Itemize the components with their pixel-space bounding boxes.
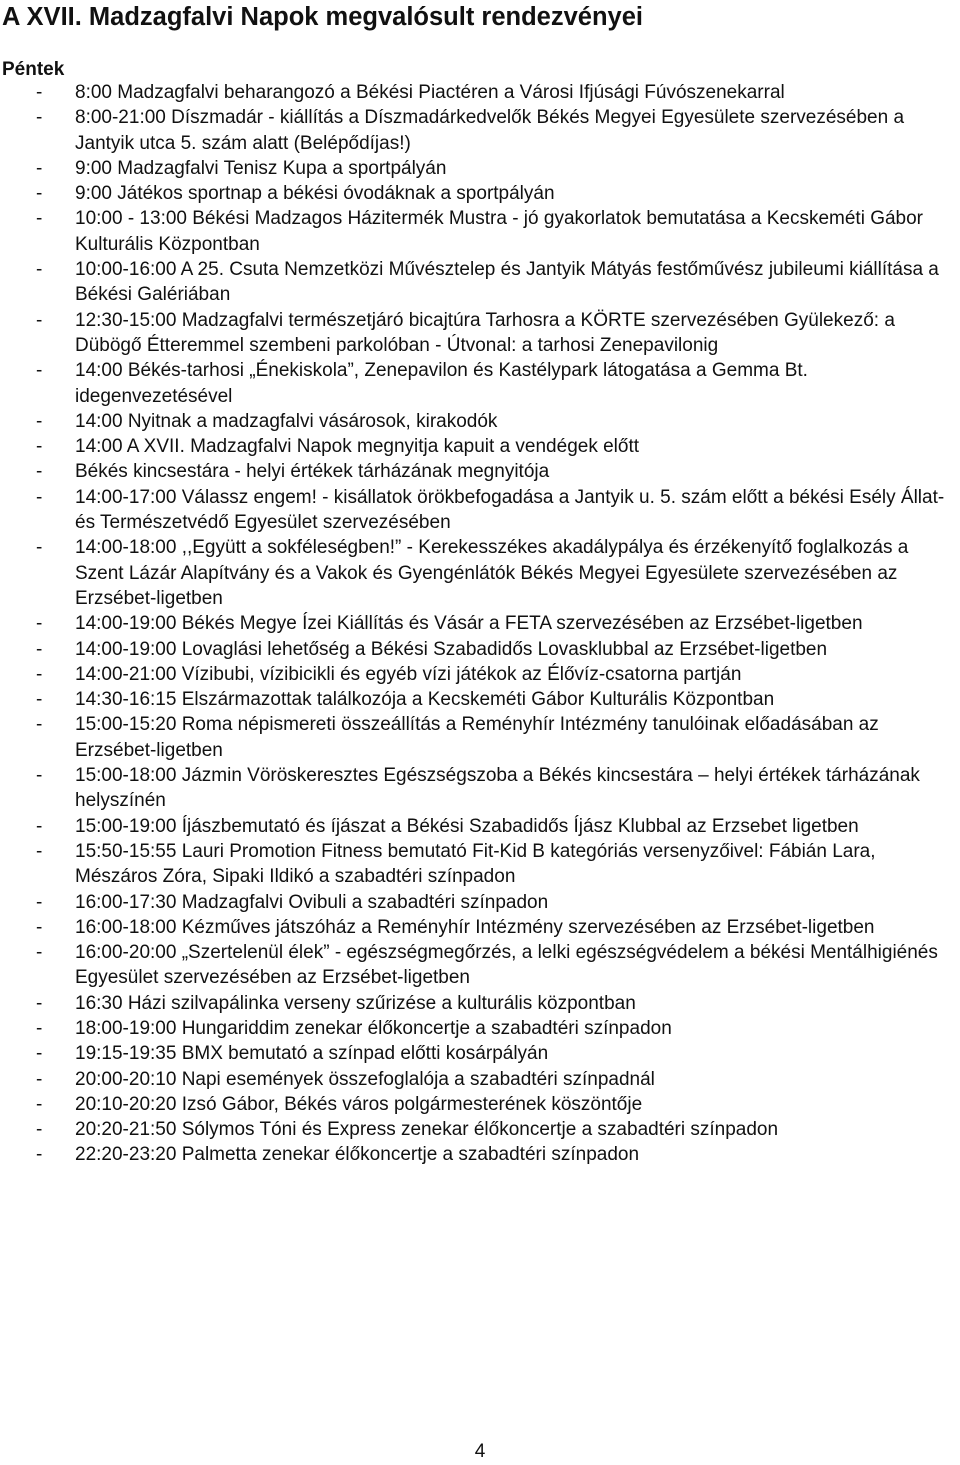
list-bullet: - [36,436,43,458]
list-item [0,105,950,156]
list-item [0,1117,950,1142]
list-item [0,763,950,814]
list-item [0,1142,950,1167]
list-bullet: - [36,1017,43,1039]
list-bullet: - [36,1144,43,1166]
event-text: 14:00-19:00 Lovaglási lehetőség a Békési Szabadidős Lovasklubbal az Erzsébet-ligetben [75,638,828,660]
list-item [0,991,950,1016]
page-number: 4 [474,1441,486,1462]
list-item [0,181,950,206]
list-bullet: - [36,157,43,179]
list-item [0,434,950,459]
event-text: 20:20-21:50 Sólymos Tóni és Express zenekar élőkoncertje a szabadtéri színpadon [75,1119,779,1141]
list-item [0,637,950,662]
event-text: 16:00-17:30 Madzagfalvi Ovibuli a szabadtéri színpadon [75,891,549,913]
list-item [0,1041,950,1066]
list-bullet: - [36,360,43,382]
list-bullet: - [36,916,43,938]
list-bullet: - [36,309,43,331]
list-bullet: - [36,410,43,432]
list-bullet: - [36,891,43,913]
event-text: Békés kincsestára - helyi értékek tárházának megnyitója [75,461,550,483]
list-bullet: - [36,1093,43,1115]
list-item [0,662,950,687]
list-bullet: - [36,82,43,103]
list-item [0,1016,950,1041]
list-bullet: - [36,259,43,281]
list-bullet: - [36,638,43,660]
list-item [0,308,950,359]
list-item [0,206,950,257]
list-bullet: - [36,942,43,964]
list-bullet: - [36,663,43,685]
event-text: 18:00-19:00 Hungariddim zenekar élőkoncertje a szabadtéri színpadon [75,1017,672,1039]
page-title: A XVII. Madzagfalvi Napok megvalósult rendezvényei [2,3,643,31]
list-item [0,1092,950,1117]
list-bullet: - [36,486,43,508]
event-text: 15:00-15:20 Roma népismereti összeállítás a Reményhír Intézmény tanulóinak előadásában az Erzsébet-ligetben [75,714,879,761]
list-item [0,535,950,611]
event-text: 10:00 - 13:00 Békési Madzagos Házitermék Mustra - jó gyakorlatok bemutatása a Kecskeméti Gábor Kulturális Központban [75,208,924,255]
list-bullet: - [36,208,43,230]
list-item [0,1067,950,1092]
event-text: 9:00 Madzagfalvi Tenisz Kupa a sportpályán [75,157,447,179]
event-text: 20:00-20:10 Napi események összefoglalója a szabadtéri színpadnál [75,1068,655,1090]
event-text: 14:00-17:00 Válassz engem! - kisállatok örökbefogadása a Jantyik u. 5. szám előtt a békési Esély Állat- és Természetvédő Egyesület szervezésében [75,486,945,534]
list-item [0,687,950,712]
list-bullet: - [36,183,43,205]
event-list [0,80,960,1168]
event-text: 16:30 Házi szilvapálinka verseny szűrizése a kulturális központban [75,992,636,1014]
list-bullet: - [36,765,43,787]
event-text: 8:00-21:00 Díszmadár - kiállítás a Díszmadárkedvelők Békés Megyei Egyesülete szervezésében a Jantyik utca 5. szám alatt (Belépődíjas!) [75,107,905,154]
event-text: 14:00-21:00 Vízibubi, vízibicikli és egyéb vízi játékok az Élővíz-csatorna partján [75,663,742,685]
event-text: 14:00 Nyitnak a madzagfalvi vásárosok, kirakodók [75,410,498,432]
event-text: 16:00-18:00 Kézműves játszóház a Reményhír Intézmény szervezésében az Erzsébet-ligetben [75,916,875,938]
list-item [0,611,950,636]
event-text: 15:50-15:55 Lauri Promotion Fitness bemutató Fit-Kid B kategóriás versenyzőivel: Fábián Lara, Mészáros Zóra, Sipaki Ildikó a szabadtéri színpadon [75,840,876,888]
list-bullet: - [36,689,43,711]
list-item [0,459,950,484]
list-item [0,712,950,763]
list-item [0,257,950,308]
list-item [0,358,950,409]
event-text: 9:00 Játékos sportnap a békési óvodáknak a sportpályán [75,183,555,205]
list-bullet: - [36,537,43,559]
event-text: 14:00-19:00 Békés Megye Ízei Kiállítás és Vásár a FETA szervezésében az Erzsébet-ligetben [75,613,863,635]
list-item [0,156,950,181]
event-text: 8:00 Madzagfalvi beharangozó a Békési Piactéren a Városi Ifjúsági Fúvószenekarral [75,82,785,103]
event-text: 14:00-18:00 ,,Együtt a sokféleségben!” - Kerekesszékes akadálypálya és érzékenyítő foglalkozás a Szent Lázár Alapítvány és a Vakok és Gyengénlátók Békés Megyei Egyesülete szervezésében az Erzsébet-ligetben [75,537,909,609]
list-bullet: - [36,714,43,736]
list-bullet: - [36,461,43,483]
event-text: 15:00-18:00 Jázmin Vöröskeresztes Egészségszoba a Békés kincsestára – helyi értékek tárházának helyszínén [75,765,920,812]
list-bullet: - [36,613,43,635]
list-bullet: - [36,992,43,1014]
day-heading: Péntek [2,59,65,80]
list-item [0,80,950,105]
event-text: 16:00-20:00 „Szertelenül élek” - egészségmegőrzés, a lelki egészségvédelem a békési Mentálhigiénés Egyesület szervezésében az Erzsébet-ligetben [75,942,938,989]
event-text: 15:00-19:00 Íjászbemutató és íjászat a Békési Szabadidős Íjász Klubbal az Erzsebet ligetben [75,815,859,837]
list-item [0,890,950,915]
event-text: 12:30-15:00 Madzagfalvi természetjáró bicajtúra Tarhosra a KÖRTE szervezésében Gyülekező: a Dübögő Étteremmel szembeni parkolóban - Útvonal: a tarhosi Zenepavilonig [75,309,895,356]
list-bullet: - [36,107,43,129]
list-item [0,814,950,839]
list-item [0,839,950,890]
list-bullet: - [36,840,43,862]
event-text: 10:00-16:00 A 25. Csuta Nemzetközi Művésztelep és Jantyik Mátyás festőművész jubileumi kiállítása a Békési Galériában [75,259,939,306]
list-item [0,915,950,940]
event-text: 14:30-16:15 Elszármazottak találkozója a Kecskeméti Gábor Kulturális Központban [75,689,775,711]
list-item [0,409,950,434]
event-text: 20:10-20:20 Izsó Gábor, Békés város polgármesterének köszöntője [75,1093,643,1115]
list-item [0,940,950,991]
event-text: 14:00 A XVII. Madzagfalvi Napok megnyitja kapuit a vendégek előtt [75,436,640,458]
list-bullet: - [36,1068,43,1090]
list-bullet: - [36,1043,43,1065]
event-text: 19:15-19:35 BMX bemutató a színpad előtti kosárpályán [75,1043,549,1065]
event-text: 22:20-23:20 Palmetta zenekar élőkoncertje a szabadtéri színpadon [75,1144,640,1166]
list-bullet: - [36,1119,43,1141]
event-text: 14:00 Békés-tarhosi „Énekiskola”, Zenepavilon és Kastélypark látogatása a Gemma Bt. idegenvezetésével [75,360,808,407]
list-item [0,485,950,536]
list-bullet: - [36,815,43,837]
